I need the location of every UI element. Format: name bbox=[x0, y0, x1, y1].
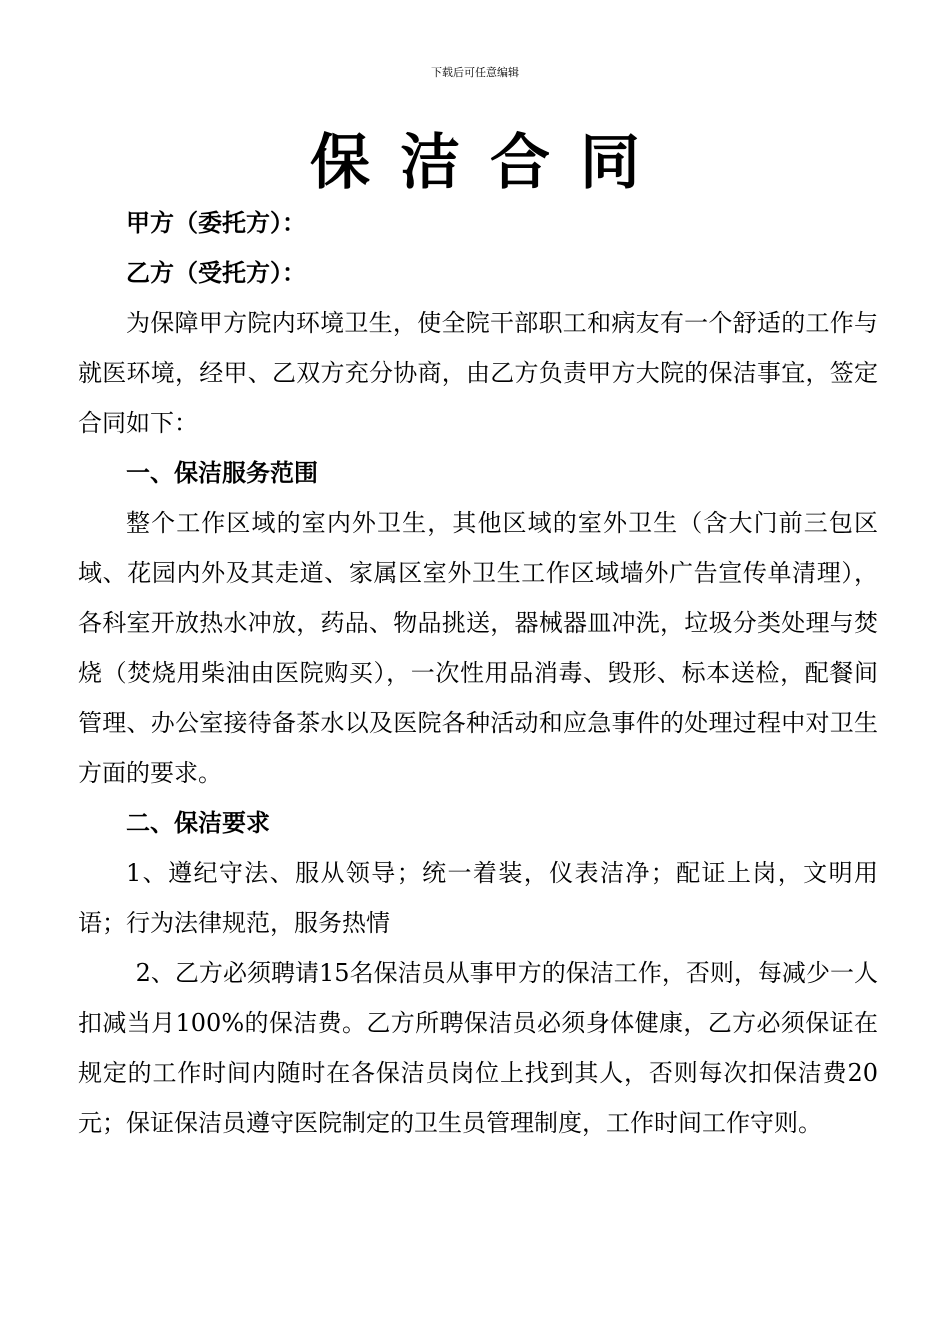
section-2-item-2: 2、乙方必须聘请15名保洁员从事甲方的保洁工作，否则，每减少一人扣减当月100%的保洁费。乙方所聘保洁员必须身体健康，乙方必须保证在规定的工作时间内随时在各保洁员岗位上找到其人，否则每次扣保洁费20元；保证保洁员遵守医院制定的卫生员管理制度，工作时间工作守则。 bbox=[78, 959, 878, 1137]
section-1-body: 整个工作区域的室内外卫生，其他区域的室外卫生（含大门前三包区域、花园内外及其走道、家属区室外卫生工作区域墙外广告宣传单清理），各科室开放热水冲放，药品、物品挑送，器械器皿冲洗，垃圾分类处理与焚烧（焚烧用柴油由医院购买），一次性用品消毒、毁形、标本送检，配餐间管理、办公室接待备茶水以及医院各种活动和应急事件的处理过程中对卫生方面的要求。 bbox=[78, 509, 878, 787]
section-2-item-1: 1、遵纪守法、服从领导；统一着装，仪表洁净；配证上岗，文明用语；行为法律规范，服务热情 bbox=[78, 859, 878, 937]
header-note: 下载后可任意编辑 bbox=[431, 66, 519, 79]
intro-paragraph: 为保障甲方院内环境卫生，使全院干部职工和病友有一个舒适的工作与就医环境，经甲、乙双方充分协商，由乙方负责甲方大院的保洁事宜，签定合同如下： bbox=[78, 309, 878, 437]
party-a-line: 甲方（委托方）： bbox=[126, 209, 306, 237]
document-title: 保洁合同 bbox=[310, 128, 670, 198]
party-b-line: 乙方（受托方）： bbox=[126, 259, 306, 287]
section-2-heading: 二、保洁要求 bbox=[126, 809, 270, 837]
section-1-heading: 一、保洁服务范围 bbox=[126, 459, 318, 487]
document-body bbox=[78, 198, 878, 1148]
